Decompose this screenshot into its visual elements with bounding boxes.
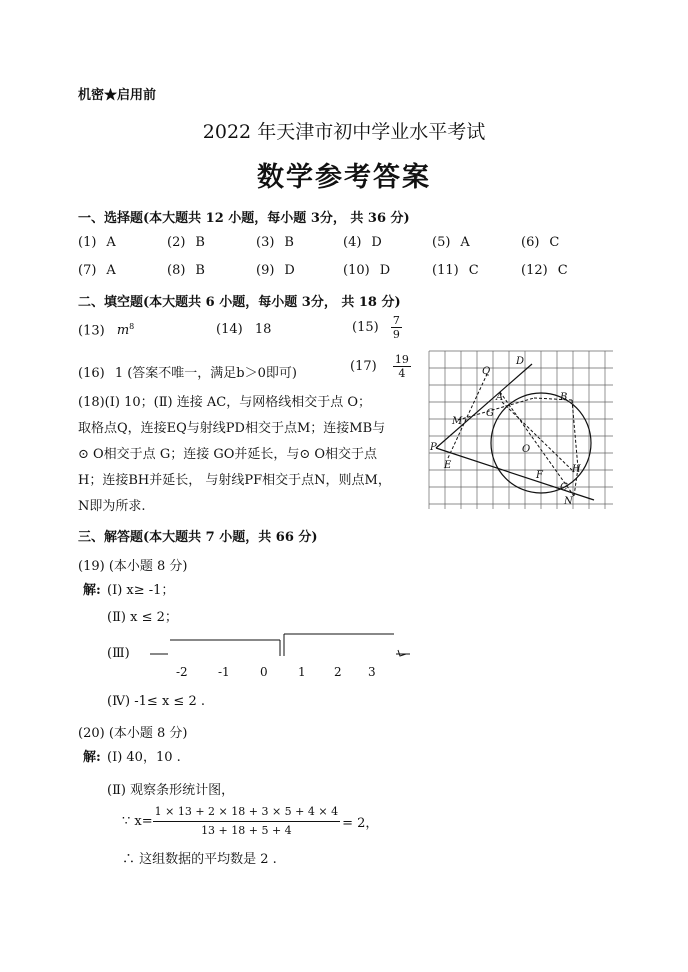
choice-answer bbox=[343, 263, 390, 278]
number-line-tick-label: -1 bbox=[218, 665, 230, 679]
answer-17-number: (17) bbox=[350, 359, 377, 374]
point-label-a: A bbox=[496, 392, 504, 403]
answer-13-number: (13) bbox=[78, 323, 105, 339]
q20-result: = 2， bbox=[342, 816, 379, 831]
number-line-tick-label: 1 bbox=[298, 665, 306, 679]
answer-14-value: 18 bbox=[254, 322, 272, 337]
confidential-label: 机密★启用前 bbox=[78, 88, 157, 103]
number-line-tick-label: 3 bbox=[368, 665, 376, 679]
number-line-tick-label: -2 bbox=[176, 665, 188, 679]
q20-conclusion: ∴ 这组数据的平均数是 2 . bbox=[122, 852, 277, 867]
choice-answer-number: (10) bbox=[343, 263, 370, 278]
answer-17 bbox=[350, 353, 411, 380]
q20-part2: (Ⅱ) 观察条形统计图， bbox=[107, 783, 235, 798]
section2-heading: 二、填空题(本大题共 6 小题，每小题 3分， 共 18 分) bbox=[78, 295, 401, 310]
choice-answer-number: (2) bbox=[167, 235, 186, 250]
point-label-f: F bbox=[536, 470, 543, 481]
choice-answer bbox=[167, 235, 205, 250]
answer-18-line: 取格点Q，连接EQ与射线PD相交于点M；连接MB与 bbox=[78, 421, 386, 436]
arrow-icon bbox=[398, 650, 406, 656]
choice-answer bbox=[256, 235, 294, 250]
point-label-e: E bbox=[444, 460, 452, 471]
point-label-c: C bbox=[560, 482, 568, 493]
answer-15 bbox=[352, 314, 402, 341]
choice-answer bbox=[432, 263, 479, 278]
choice-answer bbox=[78, 263, 116, 278]
point-label-g: G bbox=[486, 408, 494, 419]
choice-answer bbox=[521, 263, 568, 278]
choice-answer-letter: D bbox=[371, 235, 382, 250]
choice-answer-number: (1) bbox=[78, 235, 97, 250]
choice-answer-letter: A bbox=[106, 263, 116, 278]
choice-answer-letter: C bbox=[557, 263, 568, 278]
answer-18 bbox=[78, 390, 418, 520]
q20-part1: (Ⅰ) 40，10 . bbox=[107, 750, 181, 765]
answer-18-line: (18)(Ⅰ) 10；(Ⅱ) 连接 AC，与网格线相交于点 O； bbox=[78, 395, 372, 410]
answer-16-number: (16) bbox=[78, 366, 105, 381]
point-label-q: Q bbox=[482, 366, 491, 377]
q19-heading: (19) (本小题 8 分) bbox=[78, 559, 188, 574]
choice-answer-letter: B bbox=[195, 263, 205, 278]
answer-18-line: H；连接BH并延长， 与射线PF相交于点N，则点M， bbox=[78, 473, 391, 488]
q19-part1: (Ⅰ) x≥ -1； bbox=[107, 583, 175, 598]
answer-17-numerator: 19 bbox=[394, 353, 409, 366]
point-label-h: H bbox=[572, 464, 581, 475]
choice-answer-letter: A bbox=[106, 235, 116, 250]
choice-answer-number: (5) bbox=[432, 235, 451, 250]
point-label-n: N bbox=[564, 496, 573, 507]
choice-answer-number: (11) bbox=[432, 263, 459, 278]
line-go bbox=[502, 402, 574, 472]
answer-13 bbox=[78, 322, 134, 338]
q20-solution-label: 解: bbox=[83, 750, 101, 765]
q20-heading: (20) (本小题 8 分) bbox=[78, 726, 188, 741]
choice-answer bbox=[521, 235, 559, 250]
point-label-p: P bbox=[430, 442, 437, 453]
section3-heading: 三、解答题(本大题共 7 小题，共 66 分) bbox=[78, 530, 318, 545]
choice-answer-number: (9) bbox=[256, 263, 275, 278]
choice-answer bbox=[256, 263, 295, 278]
ray-pf bbox=[436, 448, 594, 500]
q19-part3: (Ⅲ) bbox=[107, 646, 130, 661]
choice-answer bbox=[167, 263, 205, 278]
point-label-m: M bbox=[452, 416, 463, 427]
exam-title: 2022 年天津市初中学业水平考试 bbox=[202, 121, 486, 143]
choice-answer-letter: D bbox=[284, 263, 295, 278]
point-label-o: O bbox=[522, 444, 531, 455]
answer-15-fraction bbox=[391, 314, 402, 341]
answer-17-denominator: 4 bbox=[398, 367, 406, 380]
choice-answer-letter: B bbox=[284, 235, 294, 250]
q20-numerator: 1 × 13 + 2 × 18 + 3 × 5 + 4 × 4 bbox=[153, 803, 340, 822]
answer-16-value: 1 (答案不唯一，满足b＞0即可) bbox=[114, 366, 297, 381]
choice-answer-letter: B bbox=[195, 235, 205, 250]
choice-answer-letter: A bbox=[460, 235, 470, 250]
answer-13-exponent: 8 bbox=[129, 322, 135, 331]
point-label-d: D bbox=[516, 356, 525, 367]
choice-answer-number: (8) bbox=[167, 263, 186, 278]
answer-14 bbox=[216, 322, 271, 337]
number-line-tick-label: 0 bbox=[260, 665, 268, 679]
choice-answer-number: (4) bbox=[343, 235, 362, 250]
answer-18-line: ⊙ O相交于点 G；连接 GO并延长，与⊙ O相交于点 bbox=[78, 447, 378, 462]
answer-14-number: (14) bbox=[216, 322, 243, 337]
q19-part2: (Ⅱ) x ≤ 2； bbox=[107, 610, 178, 625]
q20-because: ∵ x= bbox=[122, 814, 153, 829]
section1-heading: 一、选择题(本大题共 12 小题，每小题 3分， 共 36 分) bbox=[78, 211, 410, 226]
choice-answer-letter: C bbox=[549, 235, 560, 250]
choice-answer bbox=[343, 235, 382, 250]
q20-mean-formula bbox=[122, 803, 378, 840]
answer-13-base: m bbox=[116, 323, 130, 339]
choice-answer-letter: D bbox=[379, 263, 391, 278]
document-title: 数学参考答案 bbox=[257, 162, 431, 193]
answer-15-numerator: 7 bbox=[392, 314, 400, 327]
choice-answer-number: (3) bbox=[256, 235, 275, 250]
number-line bbox=[148, 630, 420, 682]
number-line-tick-label: 2 bbox=[334, 665, 342, 679]
answer-15-number: (15) bbox=[352, 320, 379, 335]
q20-denominator: 13 + 18 + 5 + 4 bbox=[201, 824, 292, 837]
point-label-b: B bbox=[560, 392, 568, 403]
choice-answer-number: (7) bbox=[78, 263, 97, 278]
choice-answer-letter: C bbox=[468, 263, 479, 278]
choice-answer-number: (6) bbox=[521, 235, 540, 250]
choice-answer bbox=[78, 235, 116, 250]
grid-construction-figure bbox=[428, 350, 614, 510]
answer-15-denominator: 9 bbox=[392, 328, 400, 341]
answer-16 bbox=[78, 362, 297, 381]
choice-answer-number: (12) bbox=[521, 263, 548, 278]
answer-18-line: N即为所求. bbox=[78, 499, 146, 514]
q19-part4: (Ⅳ) -1≤ x ≤ 2 . bbox=[107, 694, 205, 709]
q19-solution-label: 解: bbox=[83, 583, 101, 598]
q20-fraction bbox=[153, 803, 340, 840]
choice-answer bbox=[432, 235, 470, 250]
answer-17-fraction bbox=[393, 353, 411, 380]
